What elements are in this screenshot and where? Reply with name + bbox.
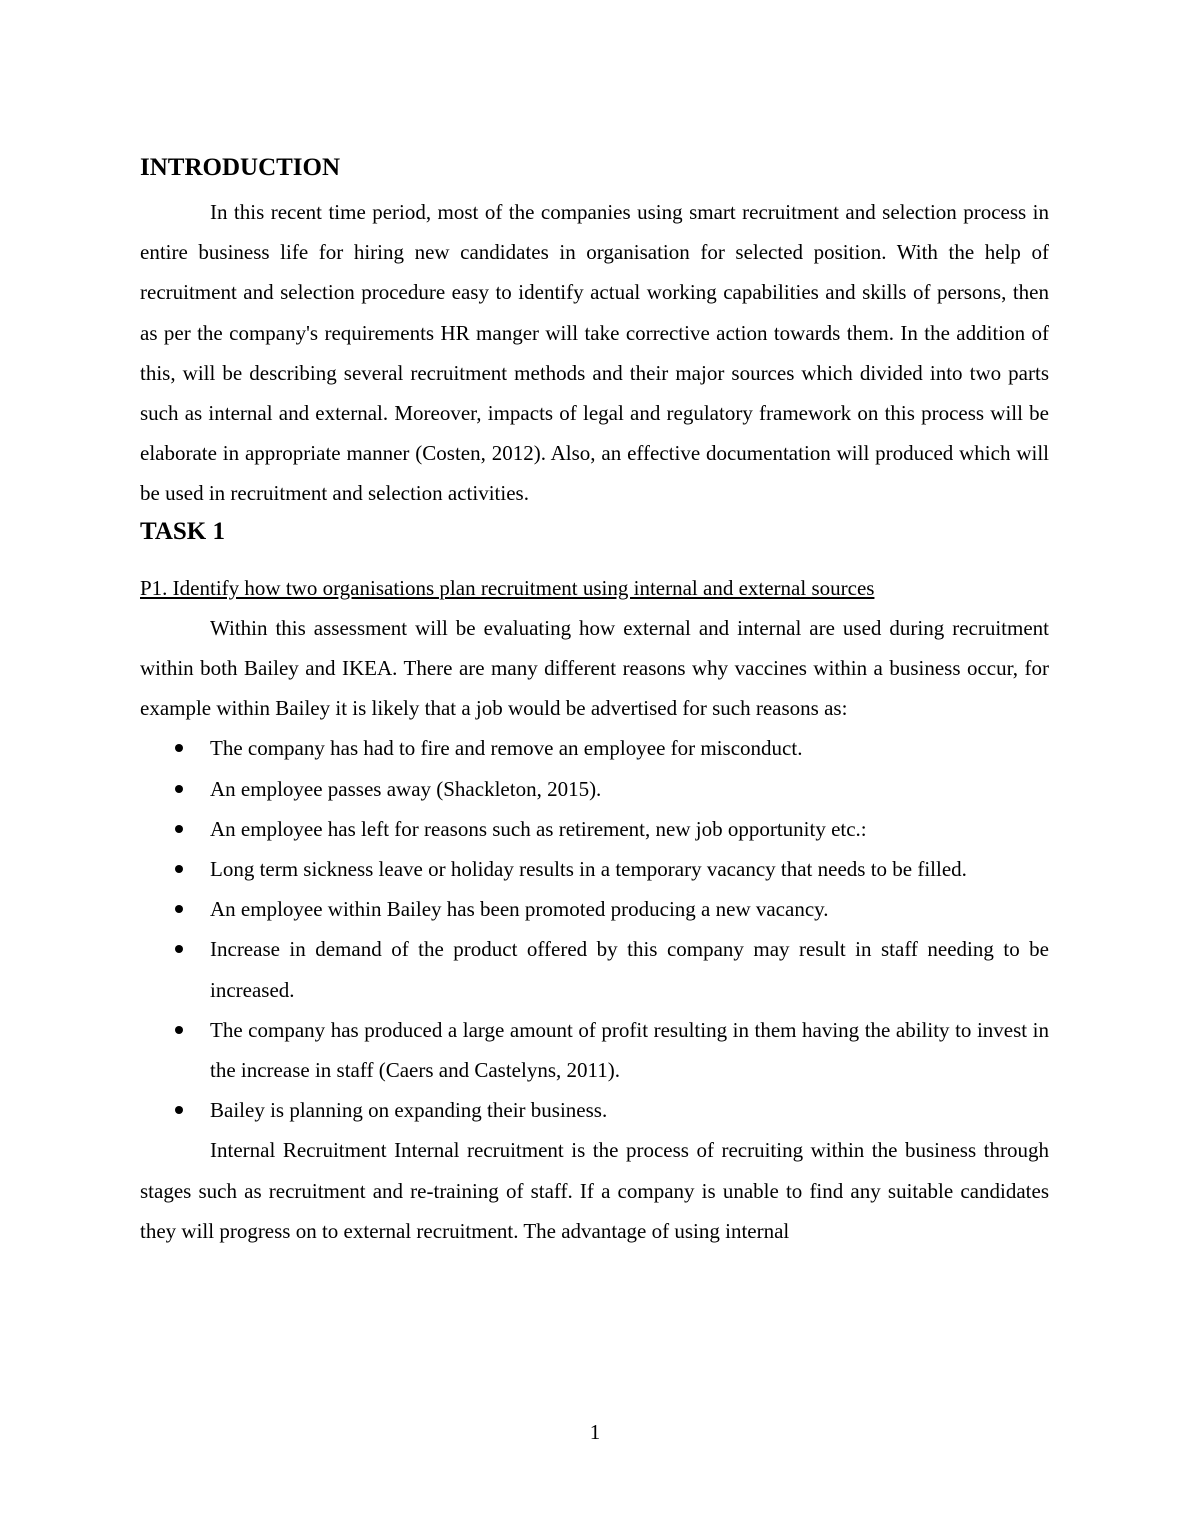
bullet-icon <box>175 785 183 793</box>
p1-subheading: P1. Identify how two organisations plan recruitment using internal and external sources <box>140 575 875 600</box>
list-item-text: Long term sickness leave or holiday results in a temporary vacancy that needs to be filled. <box>210 857 967 882</box>
list-item <box>140 809 1049 849</box>
bullet-icon <box>175 865 183 873</box>
document-page <box>140 150 1049 1251</box>
list-item <box>140 769 1049 809</box>
list-item <box>140 1010 1049 1090</box>
bullet-icon <box>175 1026 183 1034</box>
p1-paragraph: Within this assessment will be evaluating how external and internal are used during recruitment within both Bailey and IKEA. There are many different reasons why vaccines within a business occur, for example within Bailey it is likely that a job would be advertised for such reasons as: <box>140 615 1049 721</box>
bullet-icon <box>175 905 183 913</box>
list-item-text: The company has produced a large amount of profit resulting in them having the ability to invest in the increase in staff (Caers and Castelyns, 2011). <box>210 1017 1049 1083</box>
page-number: 1 <box>589 1420 601 1444</box>
list-item-text: Bailey is planning on expanding their business. <box>210 1098 608 1123</box>
list-item <box>140 929 1049 1009</box>
list-item-text: Increase in demand of the product offered by this company may result in staff needing to be increased. <box>210 937 1049 1002</box>
list-item <box>140 728 1049 768</box>
list-item-text: An employee passes away (Shackleton, 2015). <box>210 776 602 801</box>
list-item-text: The company has had to fire and remove an employee for misconduct. <box>210 736 803 761</box>
introduction-paragraph: In this recent time period, most of the companies using smart recruitment and selection process in entire business life for hiring new candidates in organisation for selected position. With the help of recruitment and selection procedure easy to identify actual working capabilities and skills of persons, then as per the company's requirements HR manger will take corrective action towards them. In the addition of this, will be describing several recruitment methods and their major sources which divided into two parts such as internal and external. Moreover, impacts of legal and regulatory framework on this process will be elaborate in appropriate manner (Costen, 2012). Also, an effective documentation will produced which will be used in recruitment and selection activities. <box>140 200 1049 506</box>
list-item-text: An employee within Bailey has been promoted producing a new vacancy. <box>210 897 829 922</box>
list-item <box>140 1090 1049 1130</box>
internal-recruitment-paragraph: Internal Recruitment Internal recruitment is the process of recruiting within the business through stages such as recruitment and re-training of staff. If a company is unable to find any suitable candidates they will progress on to external recruitment. The advantage of using internal <box>140 1138 1049 1243</box>
list-item-text: An employee has left for reasons such as retirement, new job opportunity etc.: <box>210 816 867 841</box>
task-1-heading: TASK 1 <box>140 517 225 545</box>
introduction-heading: INTRODUCTION <box>140 154 341 181</box>
bullet-icon <box>175 945 183 953</box>
bullet-icon <box>175 825 183 833</box>
reasons-list <box>140 728 1049 1130</box>
bullet-icon <box>175 744 183 752</box>
bullet-icon <box>175 1106 183 1114</box>
list-item <box>140 849 1049 889</box>
list-item <box>140 889 1049 929</box>
